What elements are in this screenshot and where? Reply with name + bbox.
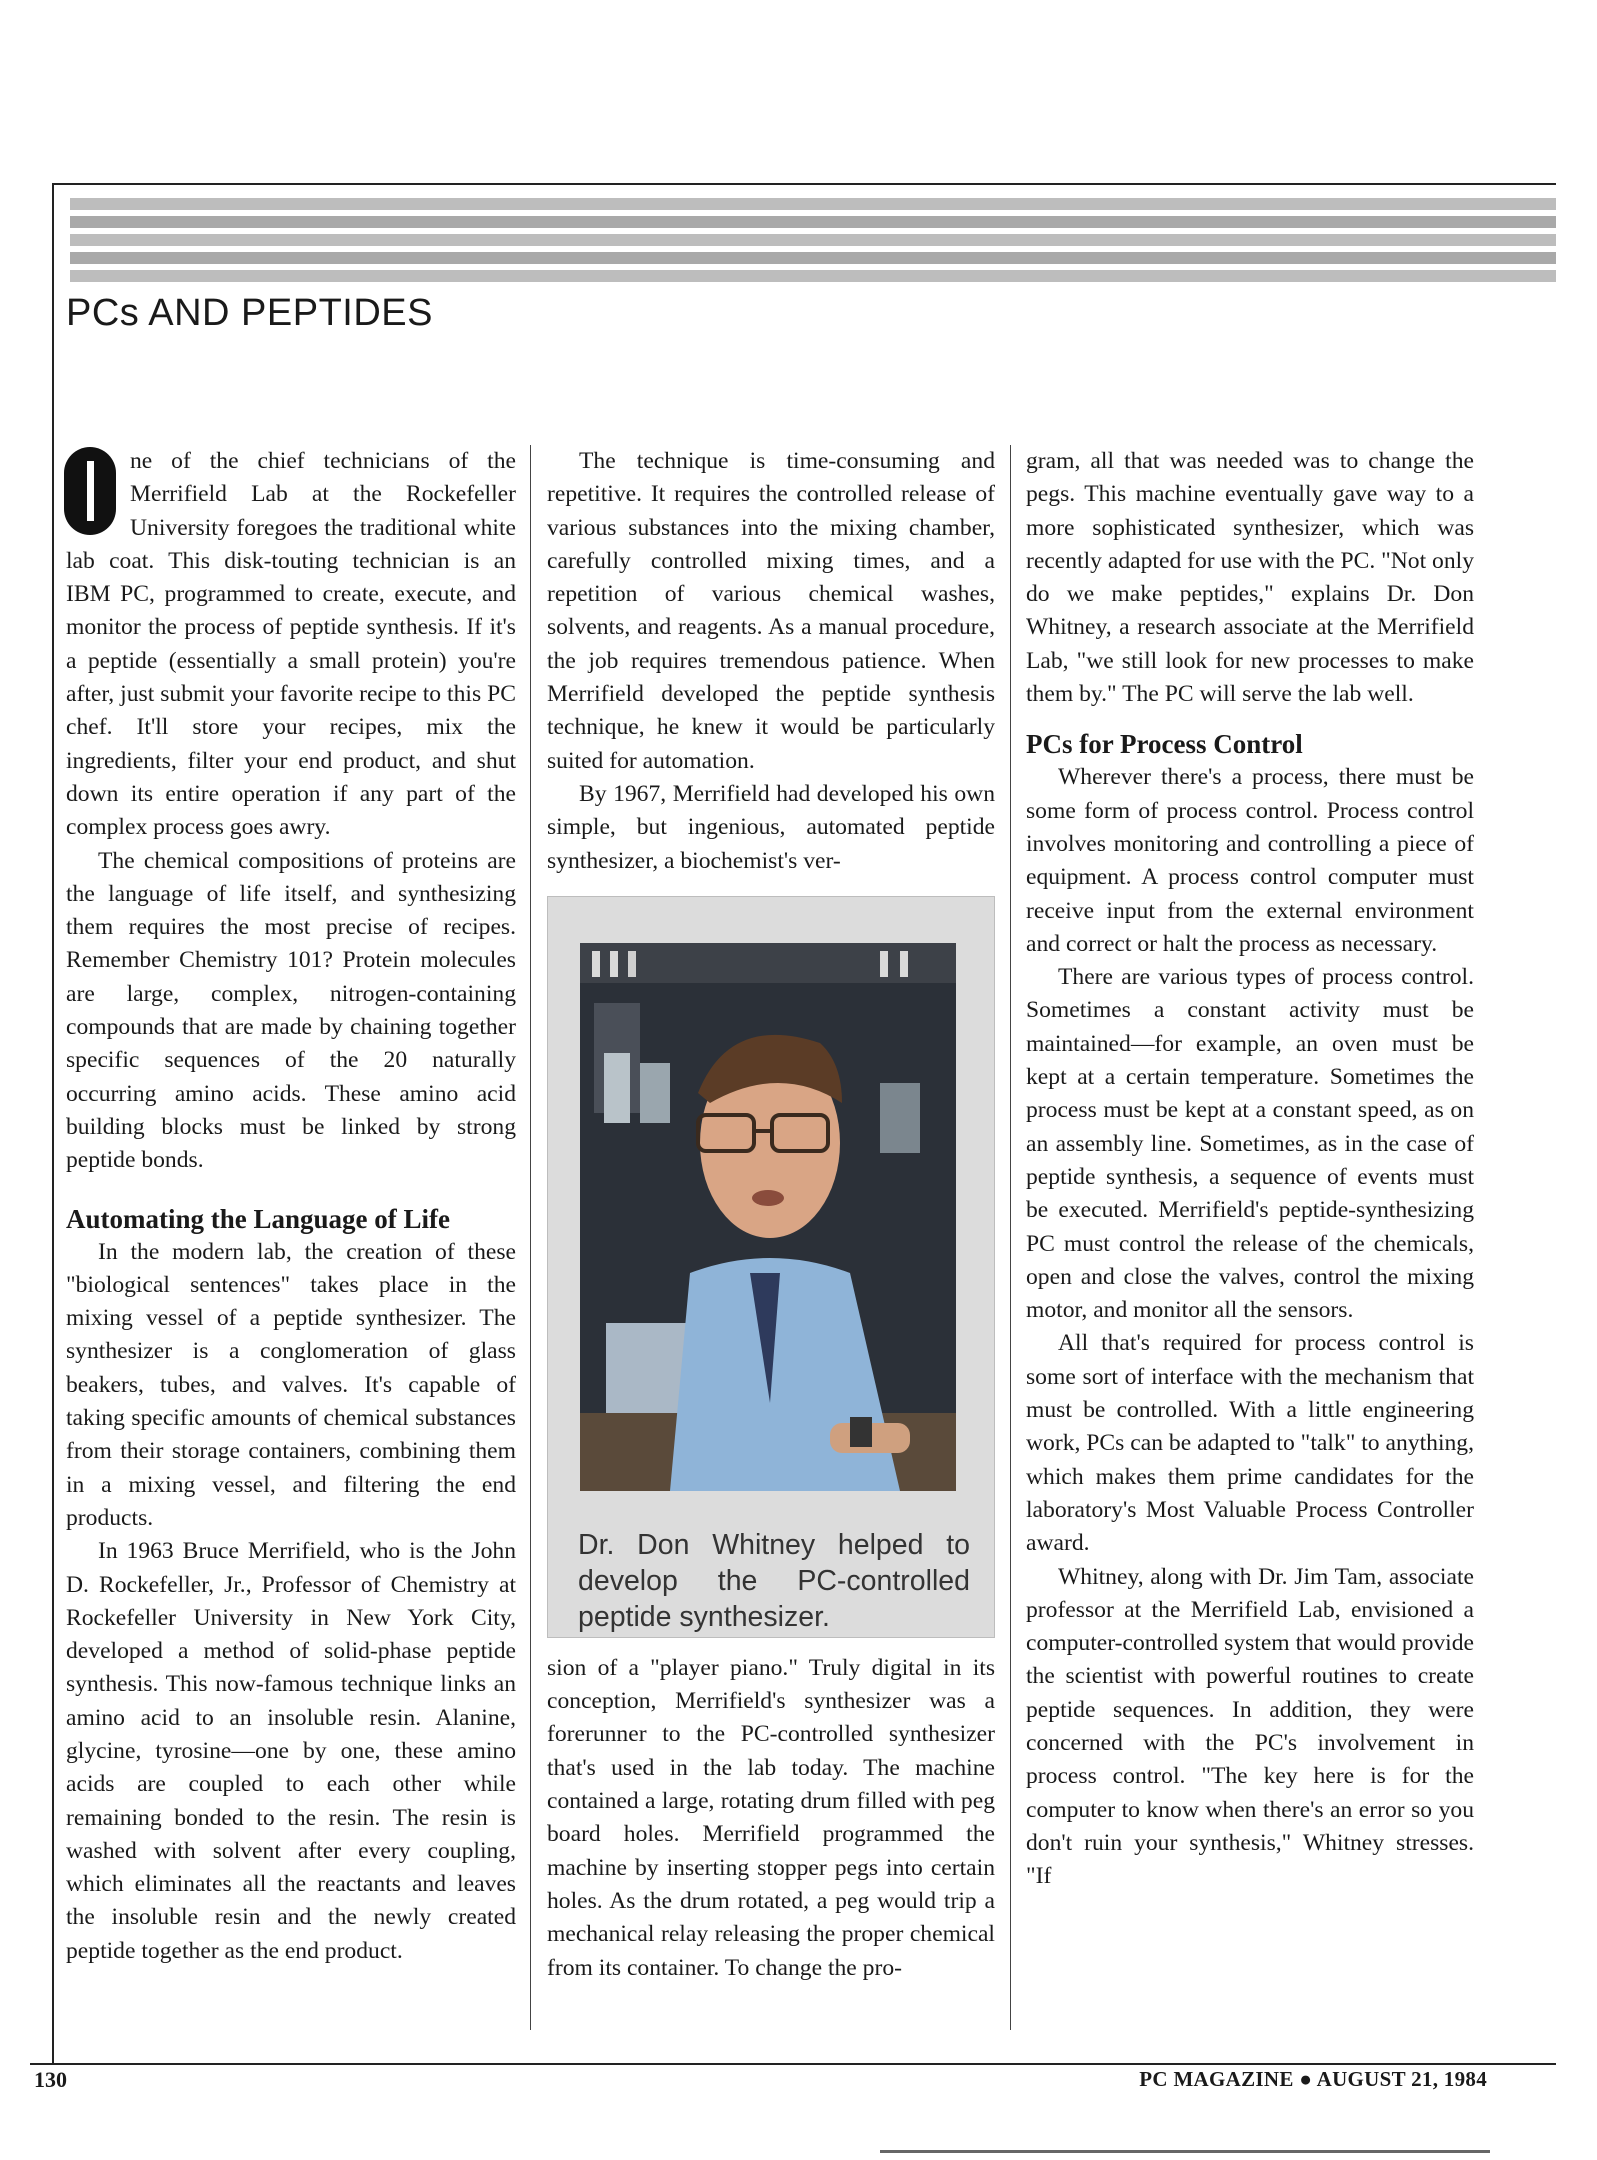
column-divider-2 <box>1010 445 1011 2030</box>
magazine-dateline: PC MAGAZINE ● AUGUST 21, 1984 <box>1139 2067 1487 2091</box>
bottom-edge-mark <box>880 2150 1490 2153</box>
photo-don-whitney <box>580 943 956 1491</box>
frame-top-rule <box>52 183 1556 185</box>
paragraph: The technique is time-consuming and repetitive. It requires the controlled release of various substances into the mixing chamber, carefully controlled mixing times, and a repetition of various chemical washes, solvents, and reagents. As a manual procedure, the job requires tremendous patience. When Merrifield developed the peptide synthesis technique, he knew it would be particularly suited for automation. <box>547 448 995 774</box>
page-number: 130 <box>34 2067 67 2092</box>
column-1 <box>66 445 516 1968</box>
paragraph: All that's required for process control is some sort of interface with the mechanism that must be controlled. With a little engineering work, PCs can be adapted to "talk" to anything, which makes them prime candidates for the laboratory's Most Valuable Process Controller award. <box>1026 1330 1474 1557</box>
column-3 <box>1026 445 1474 1893</box>
paragraph: The chemical compositions of proteins are the language of life itself, and synthesizing them requires the most precise of recipes. Remember Chemistry 101? Protein molecules are large, complex, nitrogen-containing compounds that are made by chaining together specific sequences of the 20 naturally occurring amino acids. These amino acid building blocks must be linked by strong peptide bonds. <box>66 847 516 1174</box>
intro-paragraph: ne of the chief technicians of the Merrifield Lab at the Rockefeller University foregoes the traditional white lab coat. This disk-touting technician is an IBM PC, programmed to create, execute, and monitor the process of peptide synthesis. If it's a peptide (essentially a small protein) you're after, just submit your favorite recipe to this PC chef. It'll store your recipes, mix the ingredients, filter your end product, and shut down its entire operation if any part of the complex process goes awry. <box>66 448 516 841</box>
paragraph: sion of a "player piano." Truly digital in its conception, Merrifield's synthesizer was a forerunner to the PC-controlled synthesizer that's used in the lab today. The machine contained a large, rotating drum filled with peg board holes. Merrifield programmed the machine by inserting stopper pegs into certain holes. As the drum rotated, a peg would trip a mechanical relay releasing the proper chemical from its container. To change the pro- <box>547 1654 995 1981</box>
section-heading: PCs for Process Control <box>1026 729 1303 760</box>
paragraph: In the modern lab, the creation of these "biological sentences" takes place in the mixing vessel of a peptide synthesizer. The synthesizer is a conglomeration of glass beakers, tubes, and valves. It's capable of taking specific amounts of chemical substances from their storage containers, combining them in a mixing vessel, and filtering the end products. <box>66 1238 516 1531</box>
paragraph: gram, all that was needed was to change the pegs. This machine eventually gave way to a more sophisticated synthesizer, which was recently adapted for use with the PC. "Not only do we make peptides," explains Dr. Don Whitney, a research associate at the Merrifield Lab, "we still look for new processes to make them by." The PC will serve the lab well. <box>1026 448 1474 708</box>
frame-left-rule <box>52 183 54 2063</box>
photo-frame <box>547 896 995 1638</box>
paragraph: Wherever there's a process, there must be some form of process control. Process control involves monitoring and controlling a piece of equipment. A process control computer must receive input from the external environment and correct or halt the process as necessary. <box>1026 764 1474 957</box>
article-title: PCs AND PEPTIDES <box>66 292 433 334</box>
paragraph: There are various types of process control. Sometimes a constant activity must be maintained—for example, an oven must be kept at a certain temperature. Sometimes the process must be kept at a constant speed, as on an assembly line. Sometimes, as in the case of peptide synthesis, a sequence of events must be executed. Merrifield's peptide-synthesizing PC must control the release of the chemicals, open and close the valves, control the mixing motor, and monitor all the sensors. <box>1026 964 1474 1324</box>
section-heading: Automating the Language of Life <box>66 1203 450 1234</box>
column-2 <box>547 445 995 1985</box>
photo-caption: Dr. Don Whitney helped to develop the PC-controlled peptide synthesizer. <box>578 1528 970 1633</box>
paragraph: Whitney, along with Dr. Jim Tam, associate professor at the Merrifield Lab, envisioned a computer-controlled system that would provide the scientist with powerful routines to create peptide sequences. In addition, they were concerned with the PC's involvement in process control. "The key here is for the computer to know when there's an error so you don't ruin your synthesis," Whitney stresses. "If <box>1026 1563 1474 1890</box>
column-divider-1 <box>530 445 531 2030</box>
drop-cap-o <box>64 447 116 535</box>
footer-rule <box>30 2063 1556 2065</box>
paragraph: In 1963 Bruce Merrifield, who is the John D. Rockefeller, Jr., Professor of Chemistry at Rockefeller University in New York City, developed a method of solid-phase peptide synthesis. This now-famous technique links an amino acid to an insoluble resin. Alanine, glycine, tyrosine—one by one, these amino acids are coupled to each other while remaining bonded to the resin. The resin is washed with solvent after every coupling, which eliminates all the reactants and leaves the insoluble resin and the newly created peptide together as the end product. <box>66 1538 516 1964</box>
paragraph: By 1967, Merrifield had developed his own simple, but ingenious, automated peptide synthesizer, a biochemist's ver- <box>547 780 995 874</box>
header-banner <box>70 198 1556 284</box>
